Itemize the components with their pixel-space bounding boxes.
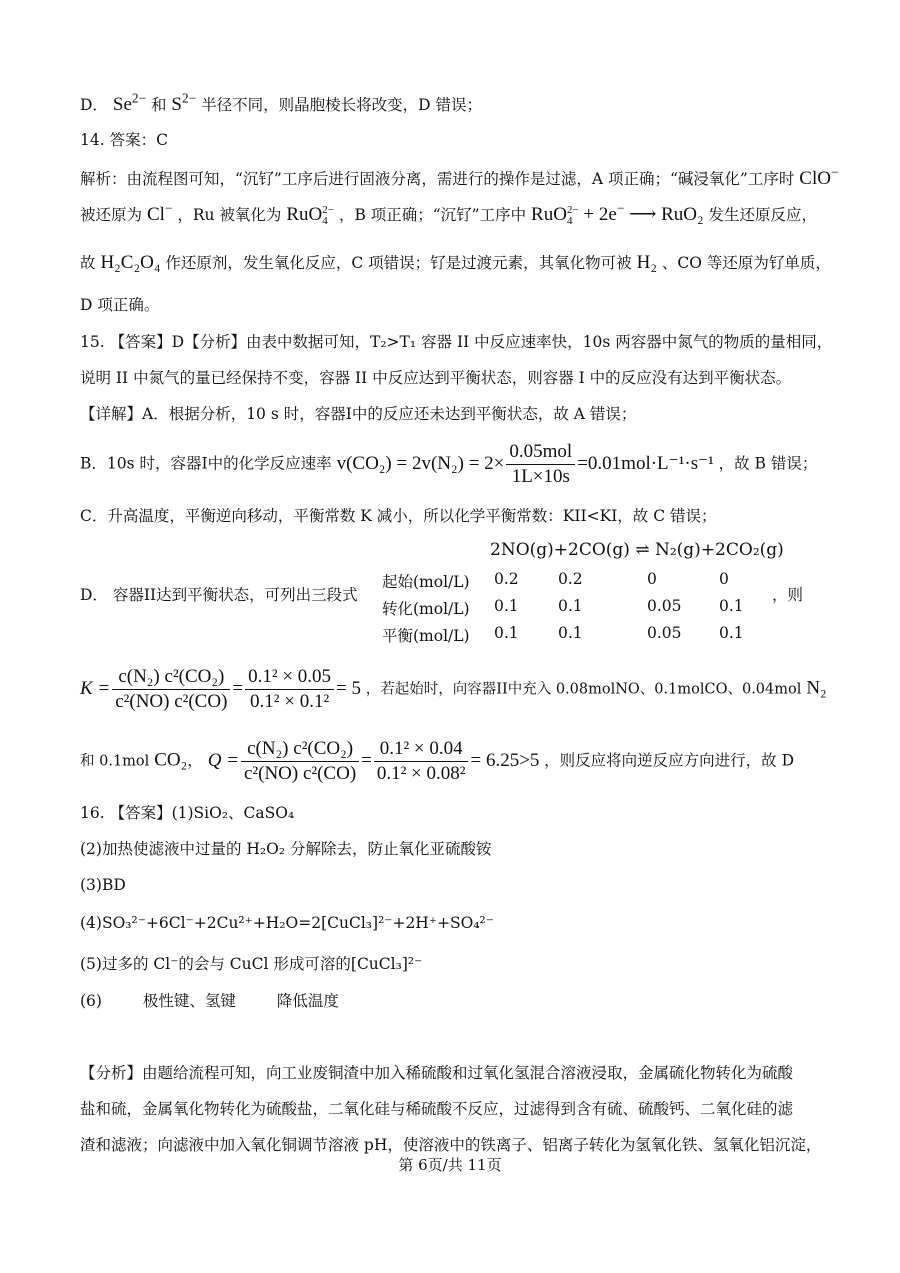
- answer-16: 16. 【答案】(1)SiO₂、CaSO₄: [80, 804, 295, 822]
- formula-h2c2o4: H₂C₂O₄: [100, 252, 161, 273]
- row-label: 平衡(mol/L): [382, 627, 470, 645]
- formula-se: $Se^{2-}$: [112, 90, 147, 115]
- text-line: (3)BD: [80, 876, 126, 894]
- text: ，则反应将向逆反应方向进行，故 D: [544, 751, 795, 770]
- formula-s: $S^{2-}$: [171, 90, 197, 115]
- text: 、CO 等还原为钌单质，: [661, 254, 831, 272]
- text: ，B 项正确；“沉钌”工序中: [338, 206, 527, 224]
- text: 降低温度: [276, 992, 339, 1010]
- text: B．10s 时，容器Ⅰ中的化学反应速率: [80, 454, 332, 473]
- cell: 0.05: [647, 624, 682, 642]
- text-line: 【详解】A．根据分析，10 s 时，容器Ⅰ中的反应还未达到平衡状态，故 A 错误；: [80, 405, 637, 423]
- page-footer: 第 6页/共 11页: [398, 1156, 502, 1174]
- text-line: 和 0.1mol CO₂， Q = $\frac{\text{c(N₂) c²(CO₂)}}{\text{c²(NO) c²(CO)}}$ = $\frac{\text{0.1² × 0.04}}{\text{0.1² × 0.08²}}$ = 6.25>5 ，则反应将向逆反应方向进行，故 D: [80, 738, 795, 784]
- row-label: 转化(mol/L): [382, 600, 470, 618]
- formula-ruo4: RuO 2− 4: [286, 203, 334, 227]
- formula-half-reaction: RuO 2− 4 + 2e− ⟶ RuO₂: [531, 200, 704, 227]
- text-line: (4)SO₃²⁻+6Cl⁻+2Cu²⁺+H₂O=2[CuCl₃]²⁻+2H⁺+SO₄²⁻: [80, 914, 494, 932]
- text-line: [80, 665, 827, 714]
- row-label: 起始(mol/L): [382, 573, 470, 591]
- text: 和: [150, 96, 167, 114]
- item-label: D．: [80, 96, 108, 114]
- text-line: C．升高温度，平衡逆向移动，平衡常数 K 减小，所以化学平衡常数：KII<KI，故 C 错误；: [80, 507, 717, 525]
- answer-15: 15. 【答案】D【分析】由表中数据可知，T₂>T₁ 容器 II 中反应速率快，10s 两容器中氮气的物质的量相同，: [80, 333, 833, 351]
- text-line: 说明 II 中氮气的量已经保持不变，容器 II 中反应达到平衡状态，则容器 I 中的反应没有达到平衡状态。: [80, 369, 792, 387]
- formula-rate: v(CO₂) = 2v(N₂) = 2× $\frac{\text{0.05mol}}{1L\times 10s}$ =0.01mol·L⁻¹·s⁻¹: [336, 441, 714, 487]
- text-line: D 项正确。: [80, 296, 160, 314]
- formula-n2: N₂: [806, 677, 827, 699]
- text-line: [80, 440, 817, 489]
- text: 和 0.1mol: [80, 753, 150, 770]
- text-line: [80, 200, 818, 227]
- cell: 0.1: [494, 624, 519, 642]
- text-line: [80, 992, 339, 1011]
- formula-clo: ClO−: [799, 164, 839, 189]
- answer-14: 14. 答案：C: [80, 131, 168, 149]
- cell: 0: [647, 570, 657, 588]
- text: ，则: [772, 586, 804, 604]
- formula-cl: Cl−: [146, 200, 173, 225]
- cell: 0.2: [494, 570, 519, 588]
- text: 发生还原反应，: [708, 206, 818, 224]
- text-line: [80, 90, 482, 117]
- text: 被还原为: [80, 206, 143, 224]
- cell: 0.1: [719, 624, 744, 642]
- formula-h2: H₂: [636, 252, 657, 273]
- text: ，故 B 错误；: [718, 454, 818, 473]
- cell: 0: [719, 570, 729, 588]
- text-line: [80, 164, 839, 191]
- formula-q: Q = $\frac{\text{c(N₂) c²(CO₂)}}{\text{c²(NO) c²(CO)}}$ = $\frac{\text{0.1² × 0.04}}{\text{0.1² × 0.08²}}$ = 6.25>5: [207, 738, 540, 784]
- text: 作还原剂，发生氧化反应，C 项错误；钌是过渡元素，其氧化物可被: [165, 254, 632, 272]
- text: 解析：由流程图可知，“沉钌”工序后进行固液分离，需进行的操作是过滤，A 项正确；“碱浸氧化”工序时: [80, 170, 795, 188]
- cell: 0.1: [494, 597, 519, 615]
- text-line: 渣和滤液；向滤液中加入氧化铜调节溶液 pH，使溶液中的铁离子、铝离子转化为氢氧化铁、氢氧化铝沉淀，: [80, 1136, 822, 1154]
- formula-k: K = $\frac{\text{c(N₂) c²(CO₂)}}{\text{c²(NO) c²(CO)}}$ = $\frac{\text{0.1² × 0.05}}{\text{0.1² × 0.1²}}$ = 5: [80, 666, 362, 712]
- text-line: (2)加热使滤液中过量的 H₂O₂ 分解除去，防止氧化亚硫酸铵: [80, 840, 492, 858]
- ice-equation: 2NO(g)+2CO(g) ⇌ N₂(g)+2CO₂(g): [490, 540, 784, 560]
- text-line: 【分析】由题给流程可知，向工业废铜渣中加入稀硫酸和过氧化氢混合溶液浸取，金属硫化物转化为硫酸: [80, 1064, 794, 1082]
- formula-co2: CO₂: [154, 749, 188, 771]
- text: 故: [80, 254, 96, 272]
- cell: 0.1: [558, 597, 583, 615]
- cell: 0.1: [558, 624, 583, 642]
- text: 半径不同，则晶胞棱长将改变，D 错误；: [201, 96, 482, 114]
- cell: 0.1: [719, 597, 744, 615]
- text: ，Ru 被氧化为: [177, 206, 282, 224]
- text-line: (5)过多的 Cl⁻的会与 CuCl 形成可溶的[CuCl₃]²⁻: [80, 955, 423, 973]
- text: ，若起始时，向容器II中充入 0.08molNO、0.1molCO、0.04mol: [365, 681, 802, 698]
- text-line: 盐和硫，金属氧化物转化为硫酸盐，二氧化硅与稀硫酸不反应，过滤得到含有硫、硫酸钙、二氧化硅的滤: [80, 1100, 794, 1118]
- cell: 0.05: [647, 597, 682, 615]
- cell: 0.2: [558, 570, 583, 588]
- text-line: [80, 252, 831, 275]
- text: 极性键、氢键: [142, 992, 236, 1010]
- text: (6): [80, 992, 102, 1010]
- text-line: D． 容器II达到平衡状态，可列出三段式: [80, 586, 358, 604]
